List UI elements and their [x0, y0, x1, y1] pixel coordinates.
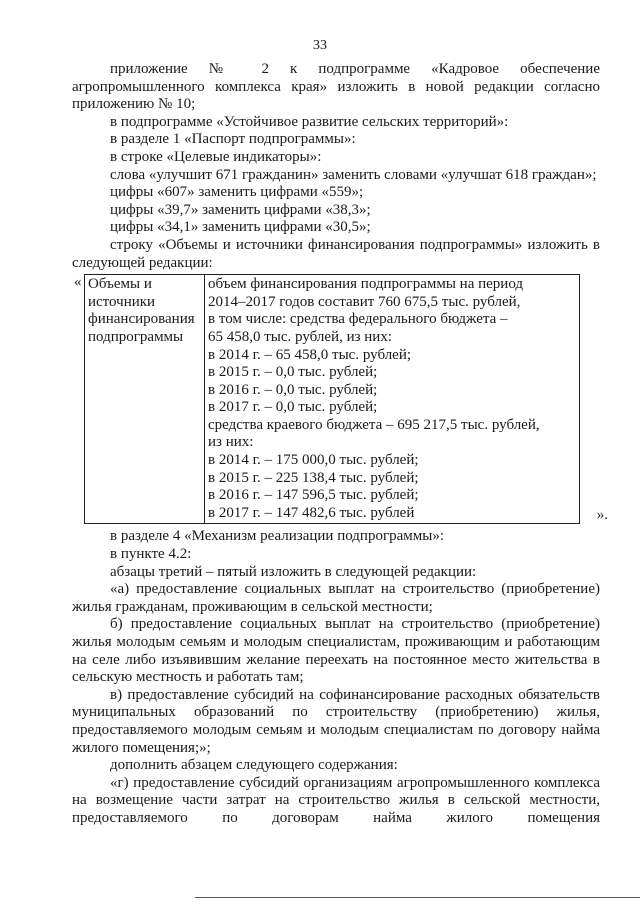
- value-line: в 2017 г. – 0,0 тыс. рублей;: [208, 399, 378, 416]
- paragraph: в) предоставление субсидий на софинансирование расходных обязательств муниципальных образований по строительству (приобретению) жилья, предоставляемого молодым семьям и молодым специалистам по договору найма жилого помещения;»;: [72, 686, 600, 756]
- value-line: объем финансирования подпрограммы на период: [208, 276, 524, 293]
- value-line: в 2015 г. – 0,0 тыс. рублей;: [208, 364, 378, 381]
- value-line: средства краевого бюджета – 695 217,5 тыс. рублей,: [208, 416, 540, 433]
- paragraph: цифры «34,1» заменить цифрами «30,5»;: [110, 219, 371, 236]
- label-line: источники: [88, 293, 156, 310]
- value-line: в 2016 г. – 0,0 тыс. рублей;: [208, 381, 378, 398]
- table-row: [85, 275, 580, 524]
- value-line: 65 458,0 тыс. рублей, из них:: [208, 328, 392, 345]
- financing-table: [84, 274, 580, 524]
- label-line: финансирования: [88, 311, 195, 328]
- open-quote: «: [74, 274, 82, 291]
- value-line: в 2014 г. – 175 000,0 тыс. рублей;: [208, 452, 419, 469]
- page-number: 33: [313, 38, 327, 53]
- paragraph: б) предоставление социальных выплат на строительство (приобретение) жилья молодым семьям и молодым специалистам, проживающим и работающим на селе либо изъявившим желание переехать на постоянное место жительства в сельскую местность и работать там;: [72, 616, 600, 686]
- document-body: [72, 61, 608, 828]
- value-line: в том числе: средства федерального бюджета –: [208, 311, 508, 328]
- value-line: в 2014 г. – 65 458,0 тыс. рублей;: [208, 346, 412, 363]
- paragraph: абзацы третий – пятый изложить в следующей редакции:: [110, 563, 477, 580]
- paragraph: в разделе 1 «Паспорт подпрограммы»:: [110, 131, 356, 148]
- label-line: Объемы и: [88, 276, 152, 293]
- paragraph: «г) предоставление субсидий организациям агропромышленного комплекса на возмещение части затрат на строительство жилья в сельской местности, предоставляемого по договорам найма жилого помещения: [72, 774, 600, 826]
- paragraph: «а) предоставление социальных выплат на строительство (приобретение) жилья гражданам, проживающим в сельской местности;: [72, 581, 600, 615]
- scan-edge-line: [195, 897, 640, 898]
- value-line: в 2015 г. – 225 138,4 тыс. рублей;: [208, 469, 419, 486]
- value-line: в 2017 г. – 147 482,6 тыс. рублей: [208, 504, 415, 521]
- paragraph: в разделе 4 «Механизм реализации подпрограммы»:: [110, 528, 444, 545]
- label-line: подпрограммы: [88, 328, 184, 345]
- value-line: из них:: [208, 434, 254, 451]
- label-cell: [85, 275, 205, 524]
- value-line: 2014–2017 годов составит 760 675,5 тыс. рублей,: [208, 293, 521, 310]
- paragraph: в пункте 4.2:: [110, 546, 192, 563]
- close-quote: ».: [596, 506, 608, 523]
- paragraph: приложение № 2 к подпрограмме «Кадровое обеспечение агропромышленного комплекса края» изложить в новой редакции согласно приложению № 10;: [72, 61, 600, 113]
- paragraph: слова «улучшит 671 гражданин» заменить словами «улучшат 618 граждан»;: [110, 166, 597, 183]
- value-line: в 2016 г. – 147 596,5 тыс. рублей;: [208, 487, 419, 504]
- paragraph: в строке «Целевые индикаторы»:: [110, 148, 322, 165]
- paragraph: цифры «39,7» заменить цифрами «38,3»;: [110, 201, 371, 218]
- paragraph: дополнить абзацем следующего содержания:: [110, 757, 398, 774]
- paragraph: цифры «607» заменить цифрами «559»;: [110, 184, 364, 201]
- value-cell: [205, 275, 580, 524]
- passport-table-block: [72, 274, 608, 524]
- paragraph: в подпрограмме «Устойчивое развитие сельских территорий»:: [110, 113, 509, 130]
- paragraph: строку «Объемы и источники финансирования подпрограммы» изложить в следующей редакции:: [72, 236, 600, 271]
